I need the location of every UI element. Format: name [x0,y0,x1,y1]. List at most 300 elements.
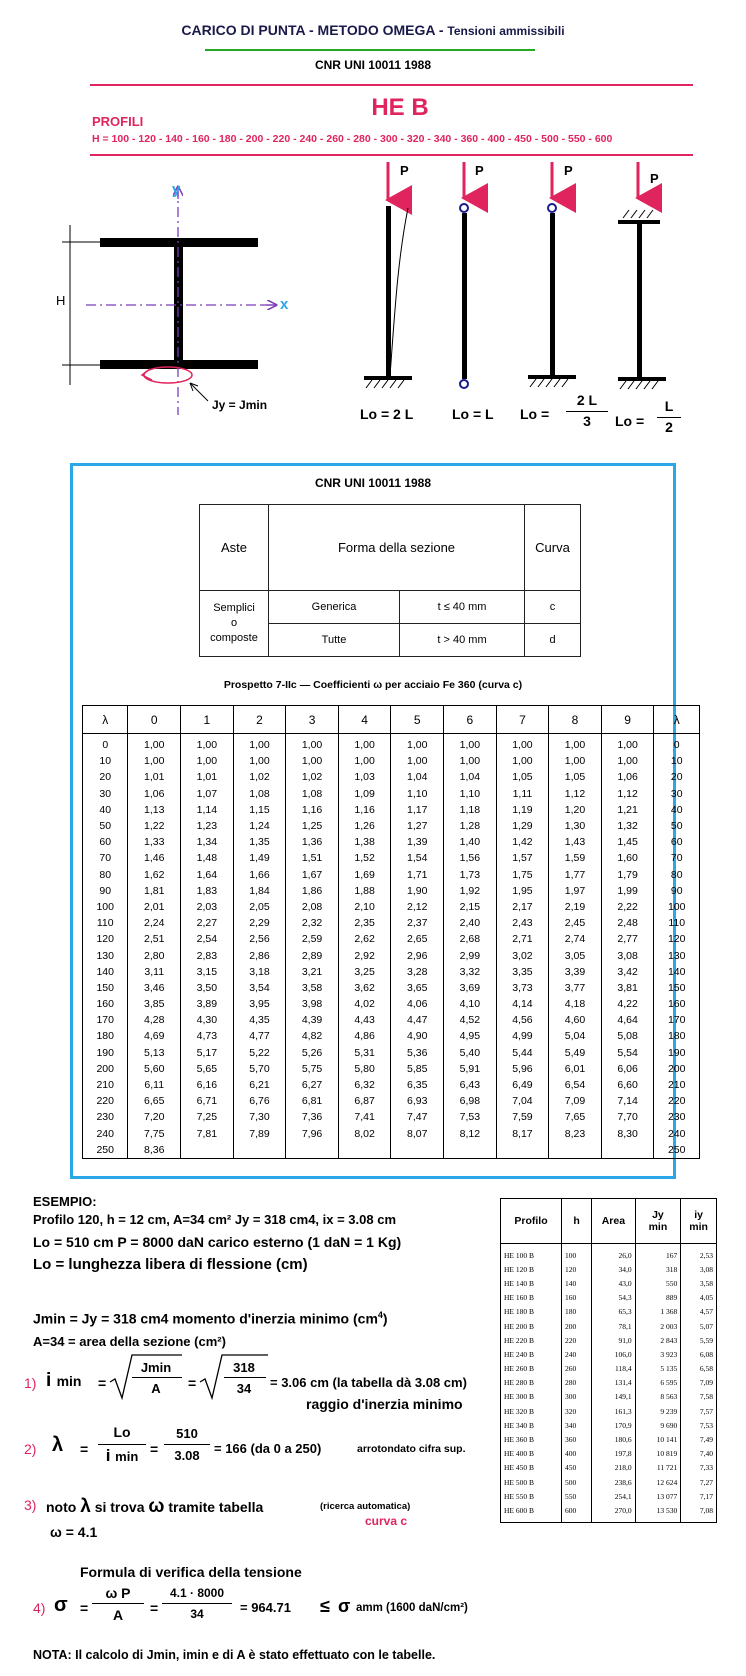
omega-cell: 5,26 [286,1045,339,1061]
omega-cell: 1,00 [181,734,234,754]
step-2-result: = 166 (da 0 a 250) [214,1441,322,1456]
omega-cell: 1,43 [549,834,602,850]
curve-c-label: curva c [365,1514,408,1528]
sigma-symbol: σ [54,1594,68,1616]
omega-cell: 1,04 [391,769,444,785]
curve-selection-table [199,504,581,657]
profile-cell: 550 [635,1276,681,1290]
profile-cell: 12 624 [635,1475,681,1489]
omega-cell: 4,60 [549,1012,602,1028]
step-2-number: 2) [24,1441,37,1457]
omega-cell [496,1142,549,1159]
omega-cell: 1,08 [286,786,339,802]
profile-cell: 120 [562,1262,592,1276]
omega-row [83,915,700,931]
omega-cell: 2,65 [391,931,444,947]
omega-cell: 5,60 [128,1061,181,1077]
omega-cell: 1,56 [444,850,497,866]
omega-cell: 150 [654,980,700,996]
omega-cell: 4,30 [181,1012,234,1028]
omega-cell: 6,54 [549,1077,602,1093]
omega-cell: 20 [654,769,700,785]
omega-cell: 1,07 [181,786,234,802]
omega-row [83,1028,700,1044]
omega-cell: 6,11 [128,1077,181,1093]
omega-cell: 3,05 [549,947,602,963]
omega-cell: 4,82 [286,1028,339,1044]
profile-cell: 7,09 [681,1376,717,1390]
omega-cell: 1,69 [338,867,391,883]
omega-cell: 1,64 [181,867,234,883]
omega-cell: 2,77 [601,931,654,947]
header-aste: Aste [200,505,269,591]
header-forma: Forma della sezione [269,505,525,591]
sqrt1-denominator: A [151,1381,161,1396]
step-4-f2-num: 4.1 · 8000 [169,1586,225,1600]
omega-cell: 1,06 [601,769,654,785]
omega-cell: 4,69 [128,1028,181,1044]
omega-cell: 4,77 [233,1028,286,1044]
profile-cell: 7,17 [681,1489,717,1503]
profile-cell: 3,58 [681,1276,717,1290]
profile-row [501,1319,717,1333]
omega-cell: 7,96 [286,1126,339,1142]
omega-cell: 1,27 [391,818,444,834]
omega-cell: 2,12 [391,899,444,915]
profile-row [501,1305,717,1319]
profile-header-cell: Area [592,1199,635,1244]
omega-cell: 110 [654,915,700,931]
omega-cell: 220 [83,1093,128,1109]
panel-title: CNR UNI 10011 1988 [314,476,432,490]
profile-cell: 7,53 [681,1418,717,1432]
profile-cell: 65,3 [592,1305,635,1319]
omega-cell: 1,67 [286,867,339,883]
omega-cell: 1,00 [286,734,339,754]
profile-cell: 6 595 [635,1376,681,1390]
omega-cell: 1,00 [233,753,286,769]
omega-cell: 140 [654,964,700,980]
omega-cell: 1,00 [286,753,339,769]
jy-leader [190,383,208,401]
omega-cell: 5,80 [338,1061,391,1077]
omega-cell: 80 [654,867,700,883]
omega-cell: 2,40 [444,915,497,931]
omega-cell: 90 [654,883,700,899]
step-2-note: arrotondato cifra sup. [357,1443,466,1455]
omega-cell [549,1142,602,1159]
step-4-f1-den: A [112,1607,124,1623]
omega-cell: 1,90 [391,883,444,899]
omega-row [83,1126,700,1142]
omega-cell: 2,24 [128,915,181,931]
omega-cell: 3,11 [128,964,181,980]
omega-cell: 2,32 [286,915,339,931]
omega-cell: 1,73 [444,867,497,883]
omega-cell: 3,42 [601,964,654,980]
profile-row [501,1447,717,1461]
omega-header-row [83,706,700,734]
omega-cell: 240 [654,1126,700,1142]
profile-cell: 318 [635,1262,681,1276]
omega-row [83,980,700,996]
omega-cell: 1,00 [338,734,391,754]
step-3-line [46,1496,263,1518]
profile-header-cell: Profilo [501,1199,562,1244]
omega-cell: 1,84 [233,883,286,899]
profile-cell: 1 368 [635,1305,681,1319]
omega-cell: 6,21 [233,1077,286,1093]
omega-cell: 3,62 [338,980,391,996]
profile-cell: 3,08 [681,1262,717,1276]
lo-symbol: Lo [33,1256,52,1273]
omega-cell: 8,36 [128,1142,181,1159]
omega-row [83,867,700,883]
omega-cell: 1,23 [181,818,234,834]
omega-row [83,1093,700,1109]
profile-cell: HE 240 B [501,1347,562,1361]
omega-row [83,734,700,754]
omega-cell: 1,36 [286,834,339,850]
profile-header-cell: h [562,1199,592,1244]
profile-cell: 7,57 [681,1404,717,1418]
omega-cell: 1,25 [286,818,339,834]
omega-cell: 7,81 [181,1126,234,1142]
profile-cell: 260 [562,1362,592,1376]
fixed-base-3 [528,375,576,379]
profile-cell: HE 550 B [501,1489,562,1503]
profile-cell: 360 [562,1432,592,1446]
omega-cell: 2,71 [496,931,549,947]
omega-cell: 7,47 [391,1109,444,1125]
omega-cell: 6,93 [391,1093,444,1109]
omega-cell: 5,17 [181,1045,234,1061]
omega-cell: 1,12 [601,786,654,802]
omega-cell: 3,81 [601,980,654,996]
omega-cell: 1,16 [338,802,391,818]
step-2-f1-num: Lo [113,1424,131,1440]
profile-cell: 280 [562,1376,592,1390]
omega-row [83,1142,700,1159]
omega-cell: 240 [83,1126,128,1142]
omega-coefficients-table [82,705,700,1159]
profile-cell: 220 [562,1333,592,1347]
omega-cell: 1,00 [181,753,234,769]
eq-sign-2b: = [150,1441,159,1457]
omega-row [83,802,700,818]
profile-cell: 118,4 [592,1362,635,1376]
page-title [0,22,746,38]
omega-cell: 250 [83,1142,128,1159]
lo-label-cantilever: Lo = 2 L [360,406,414,422]
profile-cell: HE 340 B [501,1418,562,1432]
pin-top-3 [548,204,556,212]
omega-cell: 1,46 [128,850,181,866]
omega-cell: 2,27 [181,915,234,931]
profile-cell: HE 280 B [501,1376,562,1390]
load-label-3: P [564,163,573,178]
hatch-3 [530,379,568,387]
omega-cell: 1,20 [549,802,602,818]
profile-row [501,1461,717,1475]
omega-cell: 3,35 [496,964,549,980]
omega-cell: 4,52 [444,1012,497,1028]
step-1-number: 1) [24,1375,37,1391]
omega-cell: 220 [654,1093,700,1109]
profile-cell: 254,1 [592,1489,635,1503]
profile-row [501,1489,717,1503]
profile-row [501,1291,717,1305]
step-3-noto: noto [46,1499,77,1515]
profile-row [501,1475,717,1489]
omega-cell: 3,69 [444,980,497,996]
omega-cell: 170 [654,1012,700,1028]
omega-cell: 3,65 [391,980,444,996]
red-divider-bottom [90,154,693,156]
omega-cell: 3,54 [233,980,286,996]
omega-cell: 3,39 [549,964,602,980]
omega-cell: 1,62 [128,867,181,883]
omega-cell: 180 [654,1028,700,1044]
omega-header-cell: 7 [496,706,549,734]
hatch-4 [620,381,658,389]
omega-cell: 1,18 [444,802,497,818]
step-4-f1-num: ω P [105,1585,131,1601]
omega-row [83,753,700,769]
omega-cell: 60 [654,834,700,850]
profile-cell: 13 530 [635,1503,681,1522]
omega-cell: 1,12 [549,786,602,802]
column-3-bar [550,213,555,375]
omega-row [83,964,700,980]
omega-cell: 50 [83,818,128,834]
profile-cell: HE 400 B [501,1447,562,1461]
profile-row [501,1376,717,1390]
omega-cell: 1,54 [391,850,444,866]
omega-cell: 1,22 [128,818,181,834]
omega-cell: 0 [654,734,700,754]
omega-cell: 120 [83,931,128,947]
omega-cell: 3,18 [233,964,286,980]
omega-cell: 1,95 [496,883,549,899]
profile-cell: 5 135 [635,1362,681,1376]
omega-cell: 1,35 [233,834,286,850]
load-label-2: P [475,163,484,178]
omega-cell [601,1142,654,1159]
omega-cell: 2,08 [286,899,339,915]
profile-cell: 13 077 [635,1489,681,1503]
omega-cell: 1,88 [338,883,391,899]
web [174,247,183,360]
profile-cell: 7,58 [681,1390,717,1404]
omega-cell: 3,58 [286,980,339,996]
omega-cell: 130 [83,947,128,963]
omega-cell: 6,71 [181,1093,234,1109]
column-pinned-pinned [460,162,468,388]
omega-cell: 2,62 [338,931,391,947]
omega-cell: 1,05 [496,769,549,785]
omega-cell: 6,60 [601,1077,654,1093]
rotation-ellipse [144,367,192,383]
omega-cell: 1,04 [444,769,497,785]
profile-cell: 238,6 [592,1475,635,1489]
omega-cell: 1,79 [601,867,654,883]
omega-cell: 10 [654,753,700,769]
sqrt2-numerator: 318 [233,1360,255,1375]
omega-cell: 7,30 [233,1109,286,1125]
fixed-base-1 [364,376,412,380]
profile-cell: 180,6 [592,1432,635,1446]
omega-cell: 1,49 [233,850,286,866]
profile-cell: 500 [562,1475,592,1489]
step-3-lambda: λ [80,1496,91,1517]
omega-cell: 2,35 [338,915,391,931]
omega-cell: 190 [654,1045,700,1061]
i-symbol-2: i [105,1446,111,1465]
omega-cell: 3,02 [496,947,549,963]
omega-cell: 1,11 [496,786,549,802]
profile-cell: 600 [562,1503,592,1522]
profile-cell: 5,59 [681,1333,717,1347]
step-2-f1-den [98,1446,146,1466]
omega-cell: 8,07 [391,1126,444,1142]
omega-cell: 6,16 [181,1077,234,1093]
step-3-number: 3) [24,1497,37,1513]
pin-bottom-2 [460,380,468,388]
omega-cell: 1,39 [391,834,444,850]
omega-cell: 4,73 [181,1028,234,1044]
omega-cell: 7,04 [496,1093,549,1109]
profile-row [501,1362,717,1376]
omega-row [83,769,700,785]
omega-cell: 100 [83,899,128,915]
column-2-bar [462,213,467,379]
column-fixed-fixed [618,162,666,389]
step-4-f2-den: 34 [190,1607,204,1621]
omega-cell: 6,49 [496,1077,549,1093]
omega-cell: 5,65 [181,1061,234,1077]
omega-cell: 1,66 [233,867,286,883]
omega-cell: 30 [654,786,700,802]
omega-cell: 3,73 [496,980,549,996]
omega-cell: 4,06 [391,996,444,1012]
profile-cell: 10 819 [635,1447,681,1461]
omega-cell: 1,60 [601,850,654,866]
omega-cell: 170 [83,1012,128,1028]
frac-line-s4b [162,1603,232,1604]
omega-cell: 1,01 [128,769,181,785]
omega-cell: 3,15 [181,964,234,980]
omega-cell: 1,08 [233,786,286,802]
omega-cell: 1,83 [181,883,234,899]
omega-cell: 2,51 [128,931,181,947]
omega-cell: 0 [83,734,128,754]
profile-cell: HE 100 B [501,1244,562,1263]
omega-cell: 4,43 [338,1012,391,1028]
omega-cell: 2,59 [286,931,339,947]
top-flange [100,238,258,247]
eq-sign-1a: = [98,1375,107,1391]
omega-cell: 5,49 [549,1045,602,1061]
omega-cell: 2,17 [496,899,549,915]
h-dimension-label: H [56,293,66,308]
omega-cell: 1,09 [338,786,391,802]
jy-jmin-label: Jy = Jmin [212,398,268,412]
footnote: NOTA: Il calcolo di Jmin, imin e di A è stato effettuato con le tabelle. [33,1648,436,1662]
omega-cell: 1,34 [181,834,234,850]
omega-cell: 5,36 [391,1045,444,1061]
omega-cell: 8,30 [601,1126,654,1142]
omega-cell: 2,86 [233,947,286,963]
profile-cell: 7,08 [681,1503,717,1522]
profile-cell: 4,57 [681,1305,717,1319]
omega-cell: 5,13 [128,1045,181,1061]
omega-cell: 3,08 [601,947,654,963]
omega-cell: 60 [83,834,128,850]
omega-cell: 1,00 [496,734,549,754]
omega-cell: 250 [654,1142,700,1159]
omega-cell: 1,16 [286,802,339,818]
fixed-base-4 [618,377,666,381]
omega-cell: 2,83 [181,947,234,963]
profile-cell: 149,1 [592,1390,635,1404]
profile-cell: 7,40 [681,1447,717,1461]
omega-cell: 1,19 [496,802,549,818]
omega-cell: 5,22 [233,1045,286,1061]
omega-cell: 5,70 [233,1061,286,1077]
omega-cell: 7,36 [286,1109,339,1125]
omega-cell: 7,20 [128,1109,181,1125]
omega-cell [338,1142,391,1159]
lo-fracline-4 [657,417,681,418]
step-4-number: 4) [33,1600,46,1616]
profile-cell: 240 [562,1347,592,1361]
omega-cell: 6,35 [391,1077,444,1093]
omega-row [83,996,700,1012]
area-line: A=34 = area della sezione (cm²) [33,1334,226,1349]
omega-cell: 90 [83,883,128,899]
profile-header-cell: Jy min [635,1199,681,1244]
omega-cell: 4,64 [601,1012,654,1028]
step-3-si-trova: si trova [94,1499,145,1515]
omega-cell: 1,40 [444,834,497,850]
profile-row [501,1418,717,1432]
omega-cell: 2,48 [601,915,654,931]
profile-cell: 340 [562,1418,592,1432]
profile-cell: 43,0 [592,1276,635,1290]
row1-curve: c [525,591,581,624]
omega-cell: 1,21 [601,802,654,818]
profile-cell: 450 [562,1461,592,1475]
omega-cell: 2,80 [128,947,181,963]
omega-cell: 3,77 [549,980,602,996]
profile-row [501,1404,717,1418]
example-line-2: Lo = 510 cm P = 8000 daN carico esterno (1 daN = 1 Kg) [33,1234,402,1250]
profile-row [501,1390,717,1404]
omega-cell [233,1142,286,1159]
omega-cell: 1,02 [286,769,339,785]
omega-cell: 1,05 [549,769,602,785]
omega-cell: 1,32 [601,818,654,834]
profile-cell: 106,0 [592,1347,635,1361]
omega-cell: 1,51 [286,850,339,866]
omega-cell: 1,00 [601,753,654,769]
omega-header-cell: 5 [391,706,444,734]
omega-cell: 5,75 [286,1061,339,1077]
profile-cell: HE 200 B [501,1319,562,1333]
omega-cell: 7,89 [233,1126,286,1142]
profile-row [501,1333,717,1347]
